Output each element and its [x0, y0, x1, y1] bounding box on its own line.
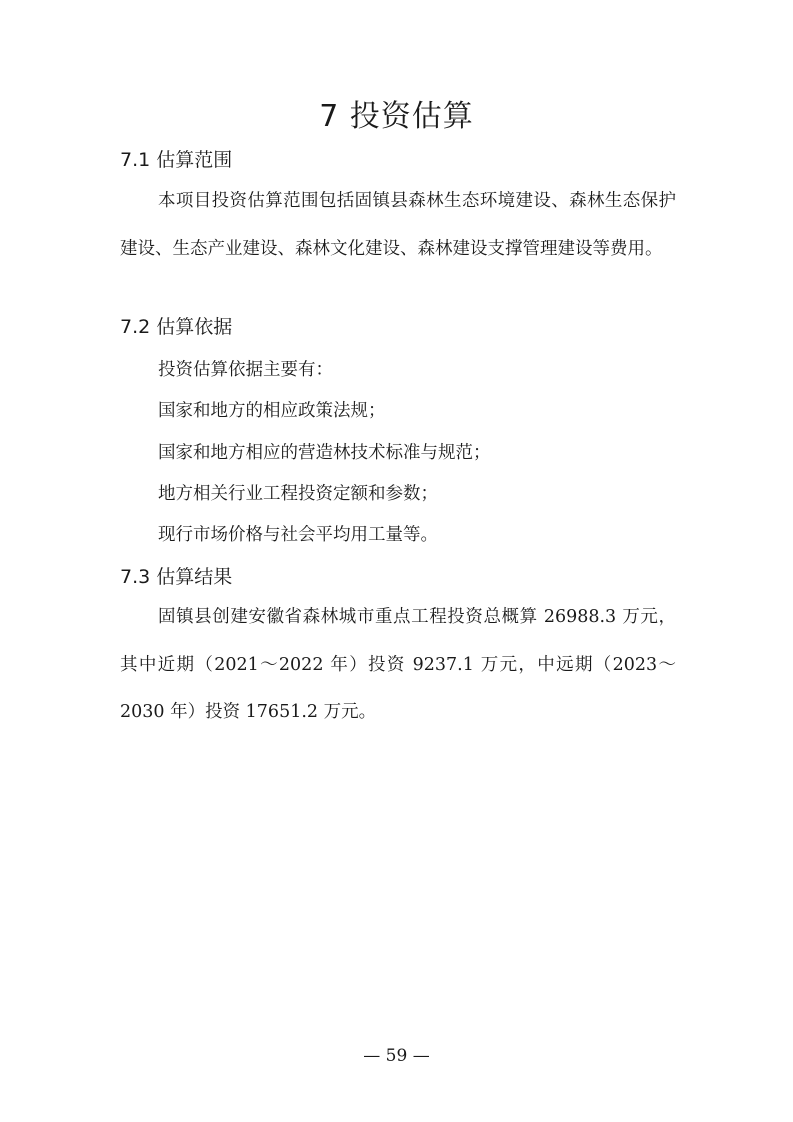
basis-line-policy: 国家和地方的相应政策法规； — [158, 401, 386, 421]
basis-line-intro: 投资估算依据主要有： — [158, 360, 333, 380]
section-7-1-paragraph: 本项目投资估算范围包括固镇县森林生态环境建设、森林生态保护建设、生态产业建设、森林文化建设、森林建设支撑管理建设等费用。 — [120, 191, 676, 259]
basis-line-standards: 国家和地方相应的营造林技术标准与规范； — [158, 443, 491, 463]
section-7-3-paragraph: 固镇县创建安徽省森林城市重点工程投资总概算 26988.3 万元，其中近期（2021～2022 年）投资 9237.1 万元，中远期（2023～2030 年）投资 17651.2 万元。 — [120, 607, 676, 722]
section-heading-7-3: 7.3 估算结果 — [120, 566, 233, 588]
basis-line-prices: 现行市场价格与社会平均用工量等。 — [158, 525, 438, 545]
chapter-title: 7 投资估算 — [319, 99, 474, 134]
page-number: — 59 — — [363, 1046, 430, 1066]
basis-line-quotas: 地方相关行业工程投资定额和参数； — [158, 484, 438, 504]
section-heading-7-1: 7.1 估算范围 — [120, 149, 233, 171]
section-heading-7-2: 7.2 估算依据 — [120, 316, 233, 338]
